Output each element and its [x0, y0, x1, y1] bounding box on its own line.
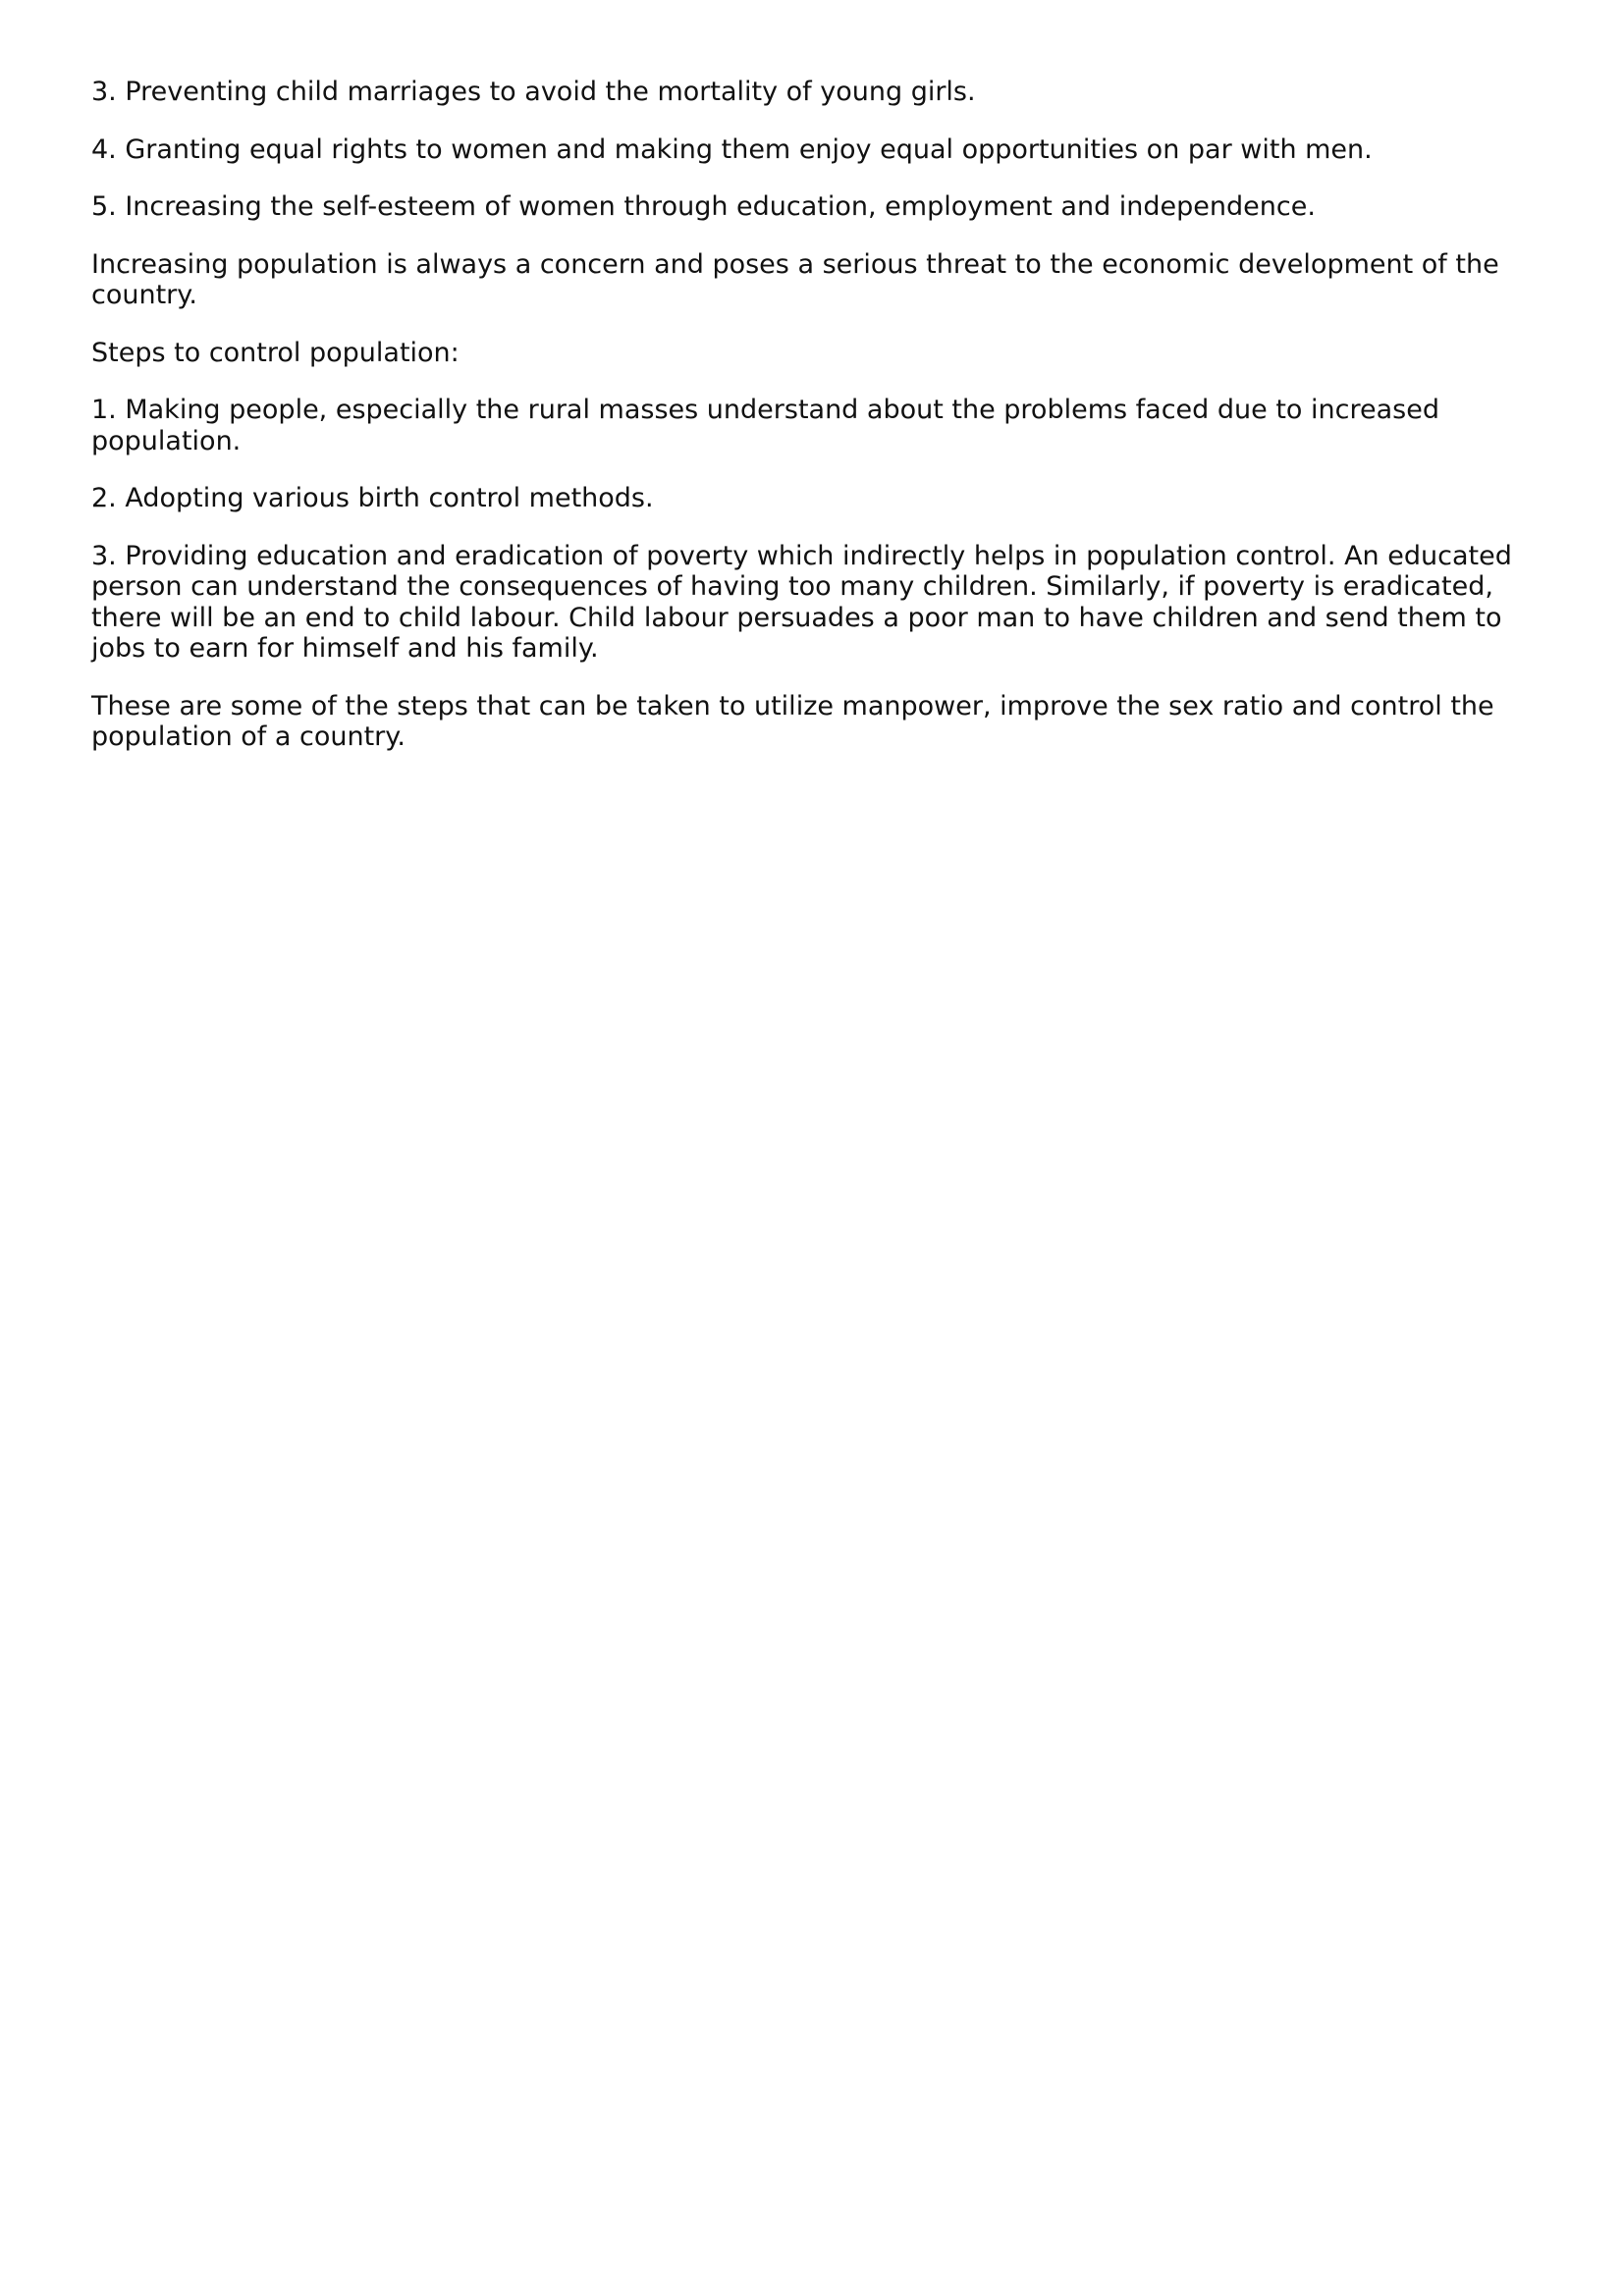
paragraph-population-concern: Increasing population is always a concern and poses a serious threat to the economic development of the country.: [91, 248, 1499, 310]
list-item-awareness: 1. Making people, especially the rural masses understand about the problems faced due to increased population.: [91, 395, 1439, 456]
paragraph-conclusion: These are some of the steps that can be taken to utilize manpower, improve the sex ratio and control the population of a country.: [91, 690, 1494, 752]
section-heading-steps: Steps to control population:: [91, 337, 460, 368]
document-page: [91, 77, 1525, 779]
list-item-birth-control: 2. Adopting various birth control methods.: [91, 483, 654, 513]
list-item-preventing-child-marriages: 3. Preventing child marriages to avoid the mortality of young girls.: [91, 77, 976, 107]
list-item-self-esteem: 5. Increasing the self-esteem of women through education, employment and independence.: [91, 191, 1316, 222]
list-item-equal-rights: 4. Granting equal rights to women and making them enjoy equal opportunities on par with men.: [91, 133, 1373, 165]
list-item-education-poverty: 3. Providing education and eradication of poverty which indirectly helps in population control. An educated person can understand the consequences of having too many children. Similarly, if poverty is eradicated, there will be an end to child labour. Child labour persuades a poor man to have children and send them to jobs to earn for himself and his family.: [91, 540, 1512, 664]
